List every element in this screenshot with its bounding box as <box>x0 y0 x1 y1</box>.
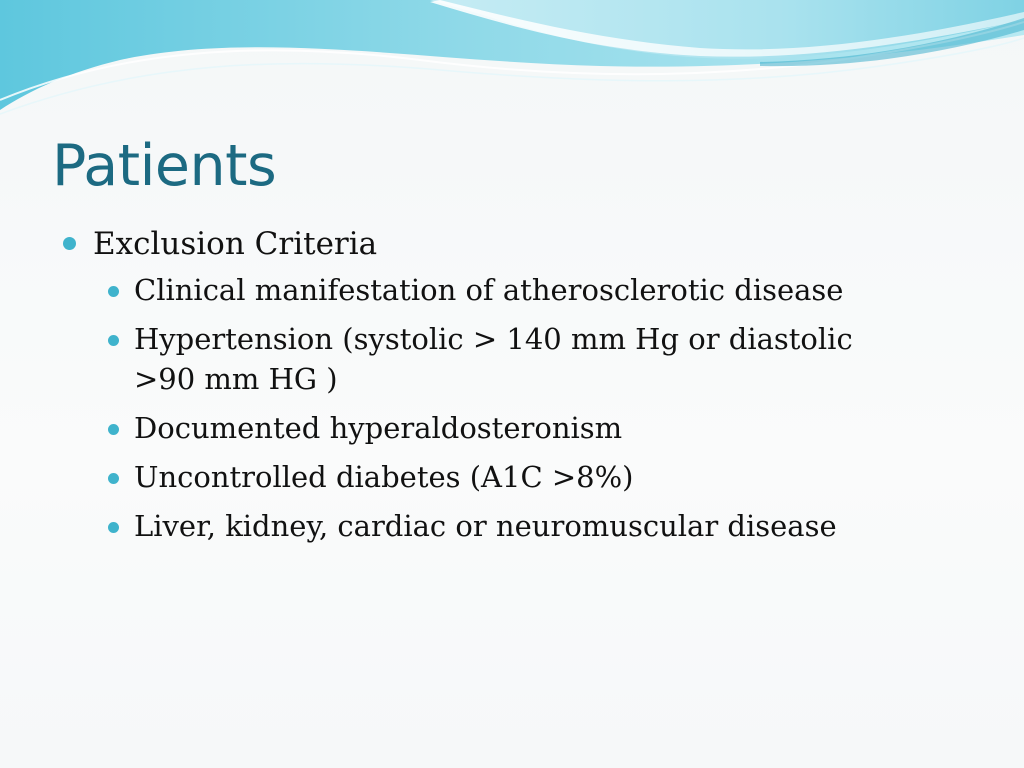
list-item-text: Clinical manifestation of atherosclerotic disease <box>134 273 844 307</box>
list-item-text: Liver, kidney, cardiac or neuromuscular disease <box>134 509 837 543</box>
bullet-icon <box>108 522 119 533</box>
list-item <box>58 408 914 448</box>
bullet-icon <box>108 473 119 484</box>
header-wave-decoration <box>0 0 1024 130</box>
slide-title: Patients <box>52 133 277 199</box>
list-item-text: Hypertension (systolic > 140 mm Hg or diastolic >90 mm HG ) <box>134 322 853 396</box>
criteria-list <box>58 270 958 546</box>
list-item-text: Uncontrolled diabetes (A1C >8%) <box>134 460 634 494</box>
list-item <box>58 270 914 310</box>
bullet-icon <box>108 424 119 435</box>
section-heading-item <box>58 222 958 266</box>
bullet-icon <box>63 237 76 250</box>
list-item <box>58 506 914 546</box>
list-item <box>58 457 914 497</box>
bullet-icon <box>108 335 119 346</box>
bullet-icon <box>108 286 119 297</box>
section-heading: Exclusion Criteria <box>93 226 378 262</box>
list-item <box>58 319 914 399</box>
list-item-text: Documented hyperaldosteronism <box>134 411 623 445</box>
slide-content <box>58 222 958 555</box>
